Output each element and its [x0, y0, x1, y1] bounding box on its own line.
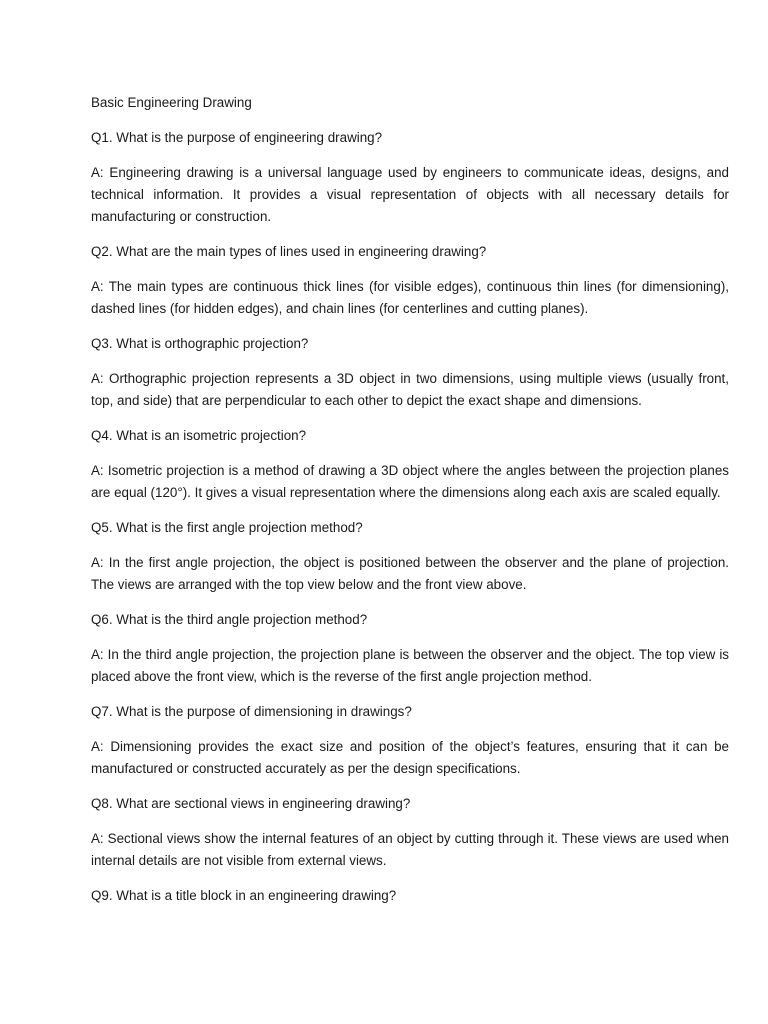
question-3: Q3. What is orthographic projection? — [91, 336, 309, 351]
question-8: Q8. What are sectional views in engineering drawing? — [91, 796, 411, 811]
qa-item-4 — [91, 425, 729, 504]
qa-item-2 — [91, 241, 729, 320]
document-title: Basic Engineering Drawing — [91, 95, 252, 110]
qa-item-6 — [91, 609, 729, 688]
question-1: Q1. What is the purpose of engineering drawing? — [91, 130, 383, 145]
question-2: Q2. What are the main types of lines used in engineering drawing? — [91, 244, 487, 259]
qa-item-1 — [91, 127, 729, 228]
question-7: Q7. What is the purpose of dimensioning in drawings? — [91, 704, 412, 719]
answer-2: A: The main types are continuous thick lines (for visible edges), continuous thin lines (for dimensioning), dashed lines (for hidden edges), and chain lines (for centerlines and cutting planes). — [91, 279, 729, 316]
answer-3: A: Orthographic projection represents a 3D object in two dimensions, using multiple views (usually front, top, and side) that are perpendicular to each other to depict the exact shape and dimensions. — [91, 371, 729, 408]
question-6: Q6. What is the third angle projection method? — [91, 612, 368, 627]
answer-8: A: Sectional views show the internal features of an object by cutting through it. These views are used when internal details are not visible from external views. — [91, 831, 729, 868]
answer-1: A: Engineering drawing is a universal language used by engineers to communicate ideas, designs, and technical information. It provides a visual representation of objects with all necessary details for manufacturing or construction. — [91, 165, 729, 224]
qa-item-5 — [91, 517, 729, 596]
qa-list — [91, 127, 729, 907]
qa-item-9 — [91, 885, 729, 907]
answer-6: A: In the third angle projection, the projection plane is between the observer and the object. The top view is placed above the front view, which is the reverse of the first angle projection method. — [91, 647, 729, 684]
answer-7: A: Dimensioning provides the exact size and position of the object’s features, ensuring that it can be manufactured or constructed accurately as per the design specifications. — [91, 739, 729, 776]
qa-item-7 — [91, 701, 729, 780]
qa-item-8 — [91, 793, 729, 872]
question-9: Q9. What is a title block in an engineering drawing? — [91, 888, 397, 903]
question-4: Q4. What is an isometric projection? — [91, 428, 307, 443]
question-5: Q5. What is the first angle projection method? — [91, 520, 363, 535]
answer-4: A: Isometric projection is a method of drawing a 3D object where the angles between the projection planes are equal (120°). It gives a visual representation where the dimensions along each axis are scaled equally. — [91, 463, 729, 500]
document-page — [91, 92, 729, 920]
qa-item-3 — [91, 333, 729, 412]
answer-5: A: In the first angle projection, the object is positioned between the observer and the plane of projection. The views are arranged with the top view below and the front view above. — [91, 555, 729, 592]
